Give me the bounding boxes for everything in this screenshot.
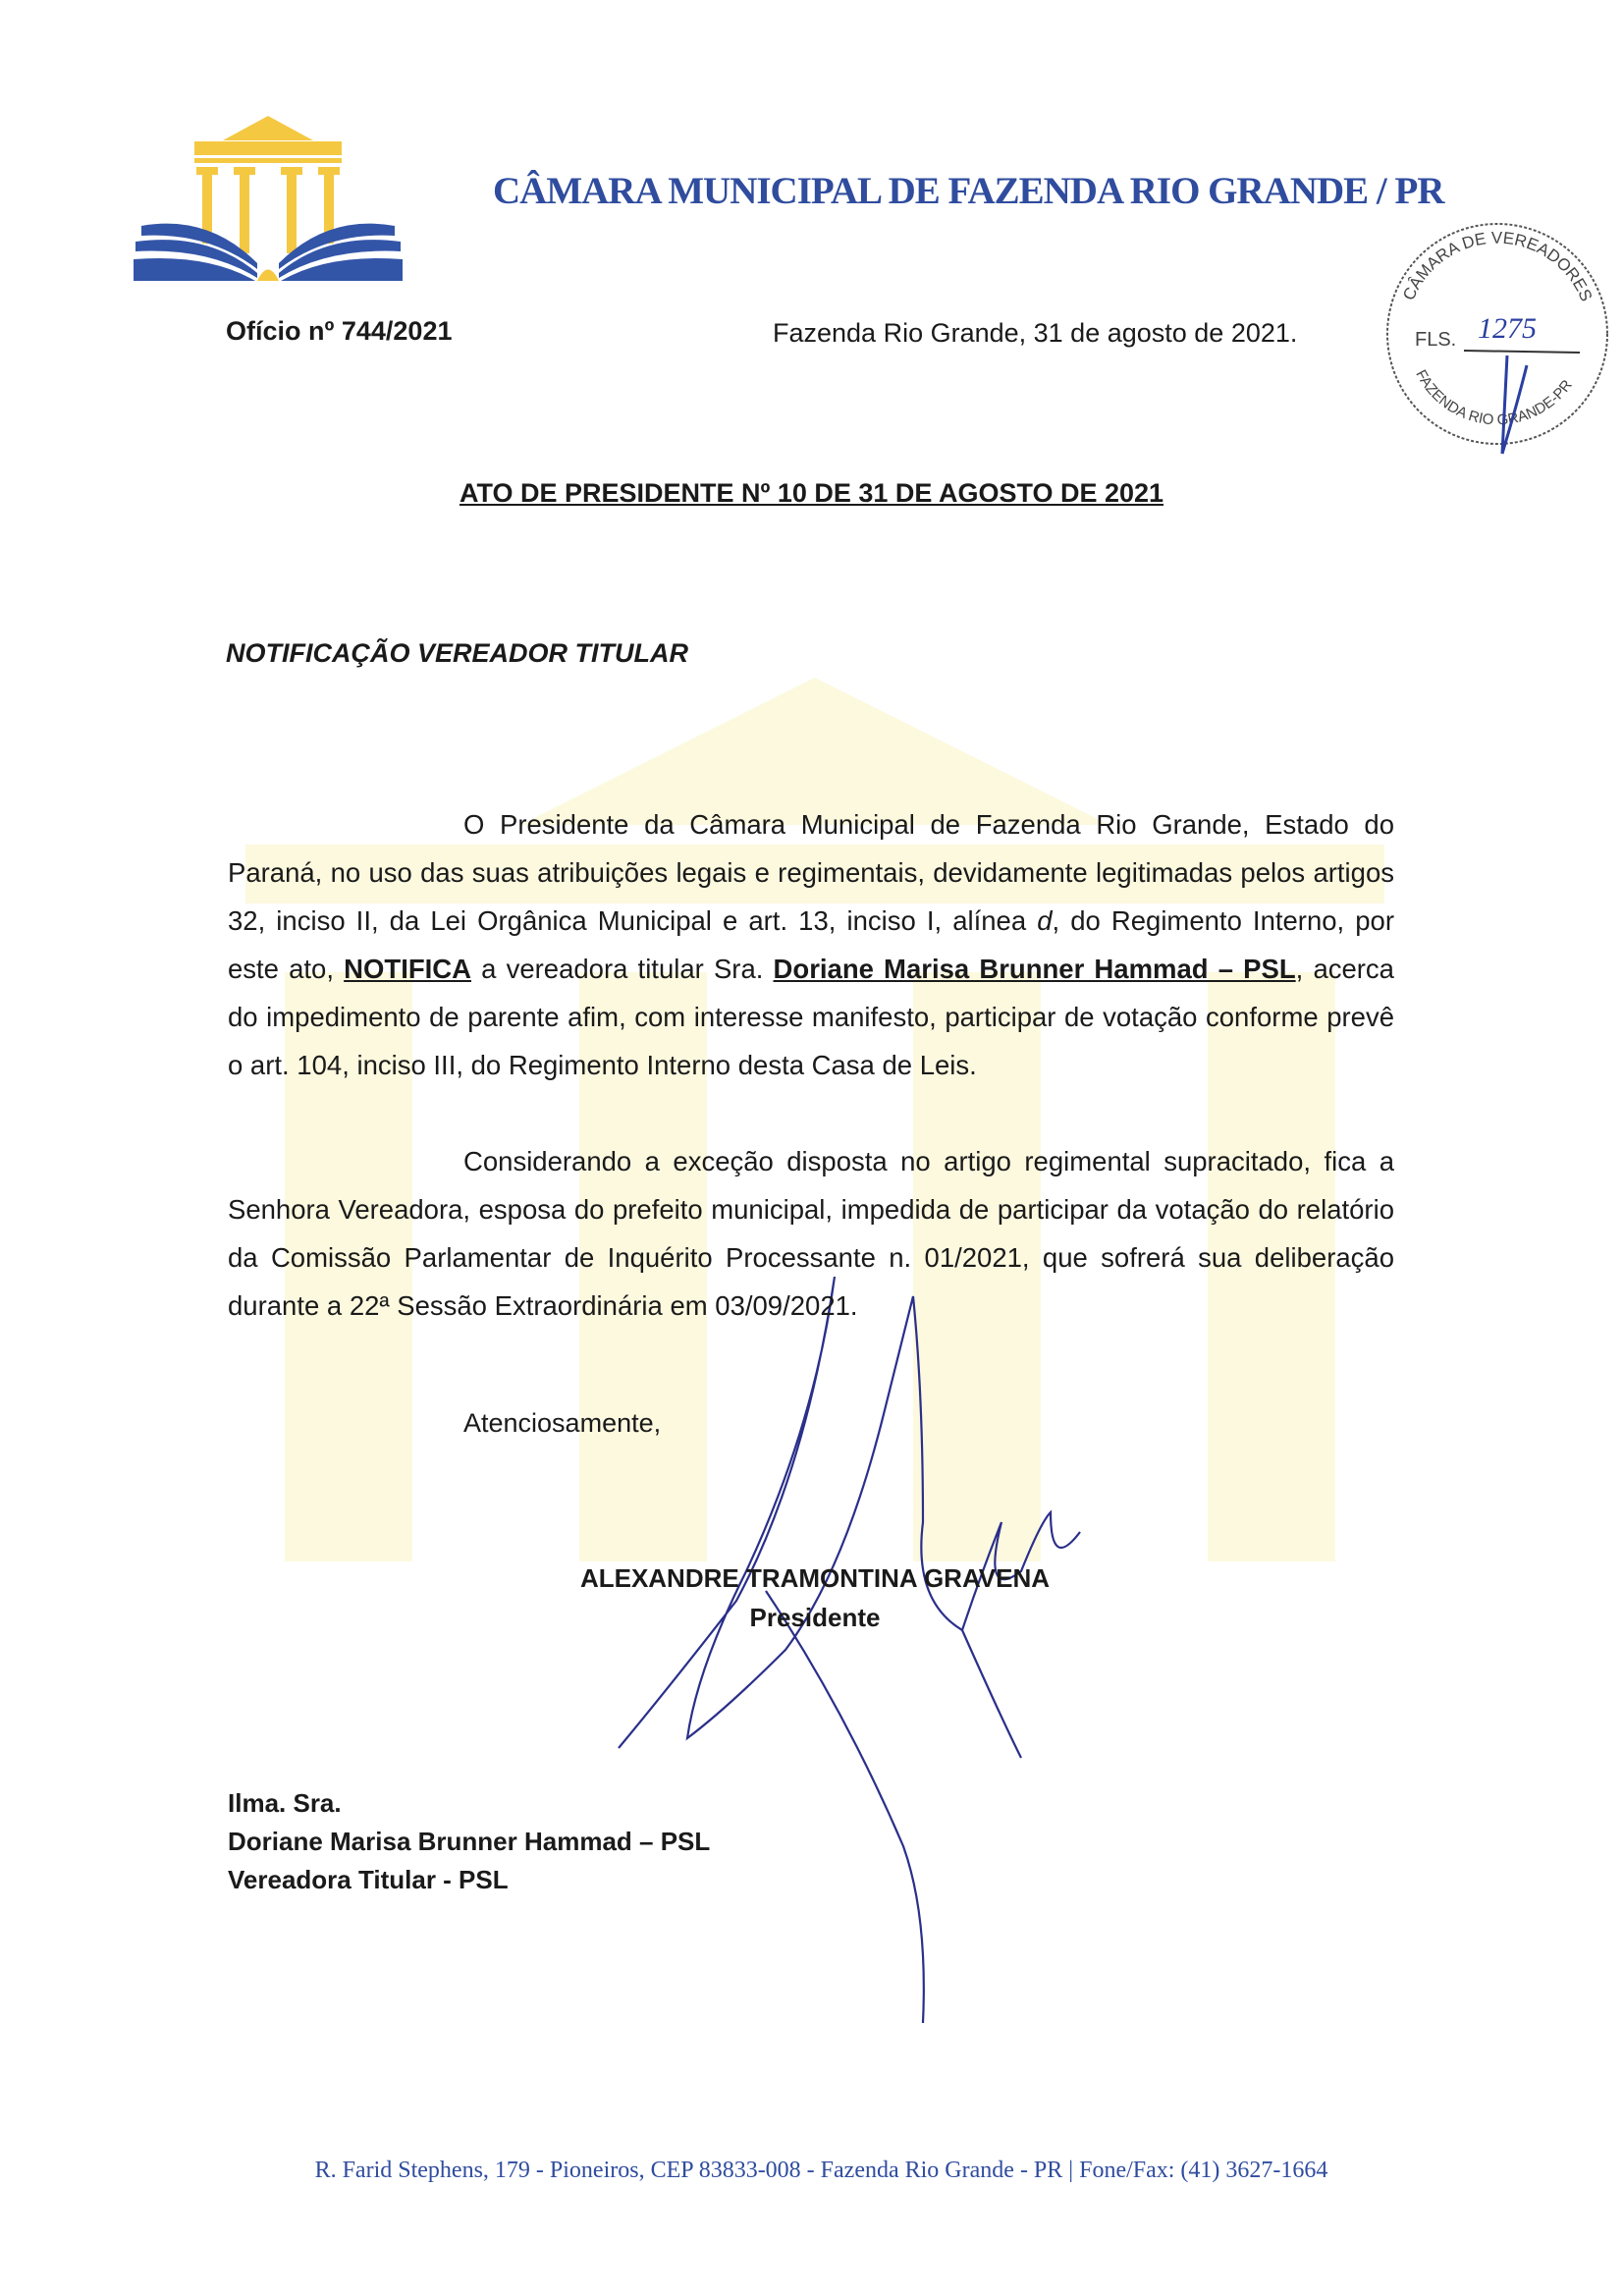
- recipient-salutation: Ilma. Sra.: [228, 1788, 342, 1818]
- act-title: [0, 478, 1623, 509]
- footer-address: R. Farid Stephens, 179 - Pioneiros, CEP 83833-008 - Fazenda Rio Grande - PR | Fone/Fax: (41) 3627-1664: [314, 2158, 1328, 2183]
- signer-role: Presidente: [749, 1603, 881, 1632]
- stamp-page-number: 1275: [1478, 312, 1537, 345]
- protocol-stamp: [1380, 218, 1615, 464]
- text: , acerca do impedimento de parente afim, com interesse manifesto, participar de votação conforme prevê o art. 104, inciso III, do Regimento Interno desta Casa de Leis.: [228, 954, 1394, 1080]
- recipient-name: Doriane Marisa Brunner Hammad – PSL: [228, 1827, 711, 1856]
- subject-line: NOTIFICAÇÃO VEREADOR TITULAR: [226, 638, 688, 668]
- letter-body: [228, 800, 1394, 1899]
- councilwoman-name: Doriane Marisa Brunner Hammad – PSL: [773, 954, 1296, 984]
- text: a vereadora titular Sra.: [471, 954, 774, 984]
- paragraph-1: [228, 800, 1394, 1089]
- notifica-emphasis: NOTIFICA: [344, 954, 471, 984]
- signer-name: ALEXANDRE TRAMONTINA GRAVENA: [579, 1563, 1051, 1593]
- stamp-label: FLS.: [1415, 329, 1457, 351]
- signer-block: [0, 1558, 1623, 1637]
- text-italic: d: [1037, 905, 1053, 936]
- svg-text:FAZENDA RIO GRANDE-PR: [1412, 367, 1576, 429]
- text: O Presidente da Câmara Municipal de Fazenda Rio Grande, Estado do Paraná, no uso das suas atribuições legais e regimentais, devidamente legitimadas pelos artigos 32, inciso II, da Lei Orgânica Municipal e art. 13, inciso I, alínea: [228, 809, 1394, 936]
- camara-logo: [130, 116, 406, 285]
- institution-title: CÂMARA MUNICIPAL DE FAZENDA RIO GRANDE / PR: [493, 170, 1444, 212]
- act-title-text: ATO DE PRESIDENTE Nº 10 DE 31 DE AGOSTO DE 2021: [459, 478, 1164, 508]
- place-date: Fazenda Rio Grande, 31 de agosto de 2021.: [773, 318, 1298, 348]
- closing: Atenciosamente,: [463, 1408, 662, 1438]
- stamp-ring-top: CÂMARA DE VEREADORES: [1399, 228, 1596, 304]
- recipient-block: [228, 1784, 1394, 1899]
- recipient-role: Vereadora Titular - PSL: [228, 1865, 509, 1894]
- svg-text:CÂMARA DE VEREADORES: [1399, 229, 1596, 304]
- oficio-number: Ofício nº 744/2021: [226, 316, 453, 346]
- paragraph-2: Considerando a exceção disposta no artigo regimental supracitado, fica a Senhora Vereadora, esposa do prefeito municipal, impedida de participar da votação do relatório da Comissão Parlamentar de Inquérito Processante n. 01/2021, que sofrerá sua deliberação durante a 22ª Sessão Extraordinária em 03/09/2021.: [228, 1146, 1394, 1321]
- text: , do Regimento Interno, por este ato,: [228, 905, 1395, 984]
- stamp-ring-bottom: FAZENDA RIO GRANDE-PR: [1412, 366, 1576, 429]
